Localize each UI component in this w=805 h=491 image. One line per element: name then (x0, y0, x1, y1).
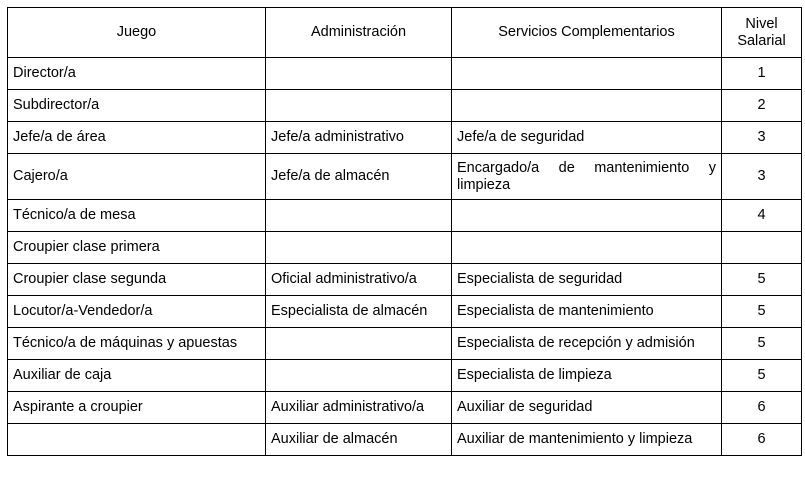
cell-servicios: Especialista de limpieza (452, 360, 722, 392)
cell-servicios (452, 200, 722, 232)
cell-juego: Jefe/a de área (8, 122, 266, 154)
cell-servicios: Auxiliar de mantenimiento y limpieza (452, 424, 722, 456)
table-row (8, 90, 802, 122)
cell-juego: Aspirante a croupier (8, 392, 266, 424)
cell-servicios: Especialista de seguridad (452, 264, 722, 296)
cell-juego: Croupier clase primera (8, 232, 266, 264)
cell-administracion (266, 232, 452, 264)
cell-administracion: Jefe/a de almacén (266, 154, 452, 200)
cell-nivel: 6 (722, 424, 802, 456)
table-row (8, 296, 802, 328)
cell-juego: Auxiliar de caja (8, 360, 266, 392)
cell-nivel: 5 (722, 264, 802, 296)
cell-administracion: Especialista de almacén (266, 296, 452, 328)
table-row (8, 154, 802, 200)
header-nivel-line2: Salarial (737, 32, 786, 49)
cell-nivel: 1 (722, 58, 802, 90)
cell-nivel: 6 (722, 392, 802, 424)
cell-administracion: Oficial administrativo/a (266, 264, 452, 296)
cell-servicios: Jefe/a de seguridad (452, 122, 722, 154)
cell-servicios (452, 90, 722, 122)
cell-juego: Cajero/a (8, 154, 266, 200)
cell-administracion (266, 328, 452, 360)
cell-administracion (266, 360, 452, 392)
cell-juego: Director/a (8, 58, 266, 90)
cell-juego: Técnico/a de mesa (8, 200, 266, 232)
cell-juego (8, 424, 266, 456)
cell-servicios: Especialista de mantenimiento (452, 296, 722, 328)
table-row (8, 200, 802, 232)
header-juego: Juego (8, 8, 266, 58)
header-administracion: Administración (266, 8, 452, 58)
cell-servicios (452, 232, 722, 264)
cell-servicios: Especialista de recepción y admisión (452, 328, 722, 360)
cell-juego: Croupier clase segunda (8, 264, 266, 296)
table-row (8, 58, 802, 90)
cell-nivel (722, 232, 802, 264)
cell-administracion: Auxiliar administrativo/a (266, 392, 452, 424)
table-row (8, 392, 802, 424)
table-row (8, 264, 802, 296)
table-row (8, 122, 802, 154)
cell-nivel: 3 (722, 122, 802, 154)
header-servicios: Servicios Complementarios (452, 8, 722, 58)
cell-nivel: 2 (722, 90, 802, 122)
header-nivel-salarial (722, 8, 802, 58)
table-row (8, 360, 802, 392)
cell-administracion: Auxiliar de almacén (266, 424, 452, 456)
cell-juego: Subdirector/a (8, 90, 266, 122)
cell-juego: Locutor/a-Vendedor/a (8, 296, 266, 328)
cell-administracion (266, 90, 452, 122)
table-row (8, 232, 802, 264)
cell-juego: Técnico/a de máquinas y apuestas (8, 328, 266, 360)
cell-administracion (266, 58, 452, 90)
table-row (8, 328, 802, 360)
cell-servicios (452, 58, 722, 90)
header-nivel-line1: Nivel (745, 15, 778, 32)
cell-servicios: Auxiliar de seguridad (452, 392, 722, 424)
cell-nivel: 3 (722, 154, 802, 200)
cell-nivel: 4 (722, 200, 802, 232)
cell-servicios: Encargado/a de mantenimiento y limpieza (452, 154, 722, 200)
header-row (8, 8, 802, 58)
table-row (8, 424, 802, 456)
cell-nivel: 5 (722, 328, 802, 360)
cell-administracion (266, 200, 452, 232)
cell-administracion: Jefe/a administrativo (266, 122, 452, 154)
salary-level-table (7, 7, 802, 456)
cell-nivel: 5 (722, 360, 802, 392)
cell-nivel: 5 (722, 296, 802, 328)
